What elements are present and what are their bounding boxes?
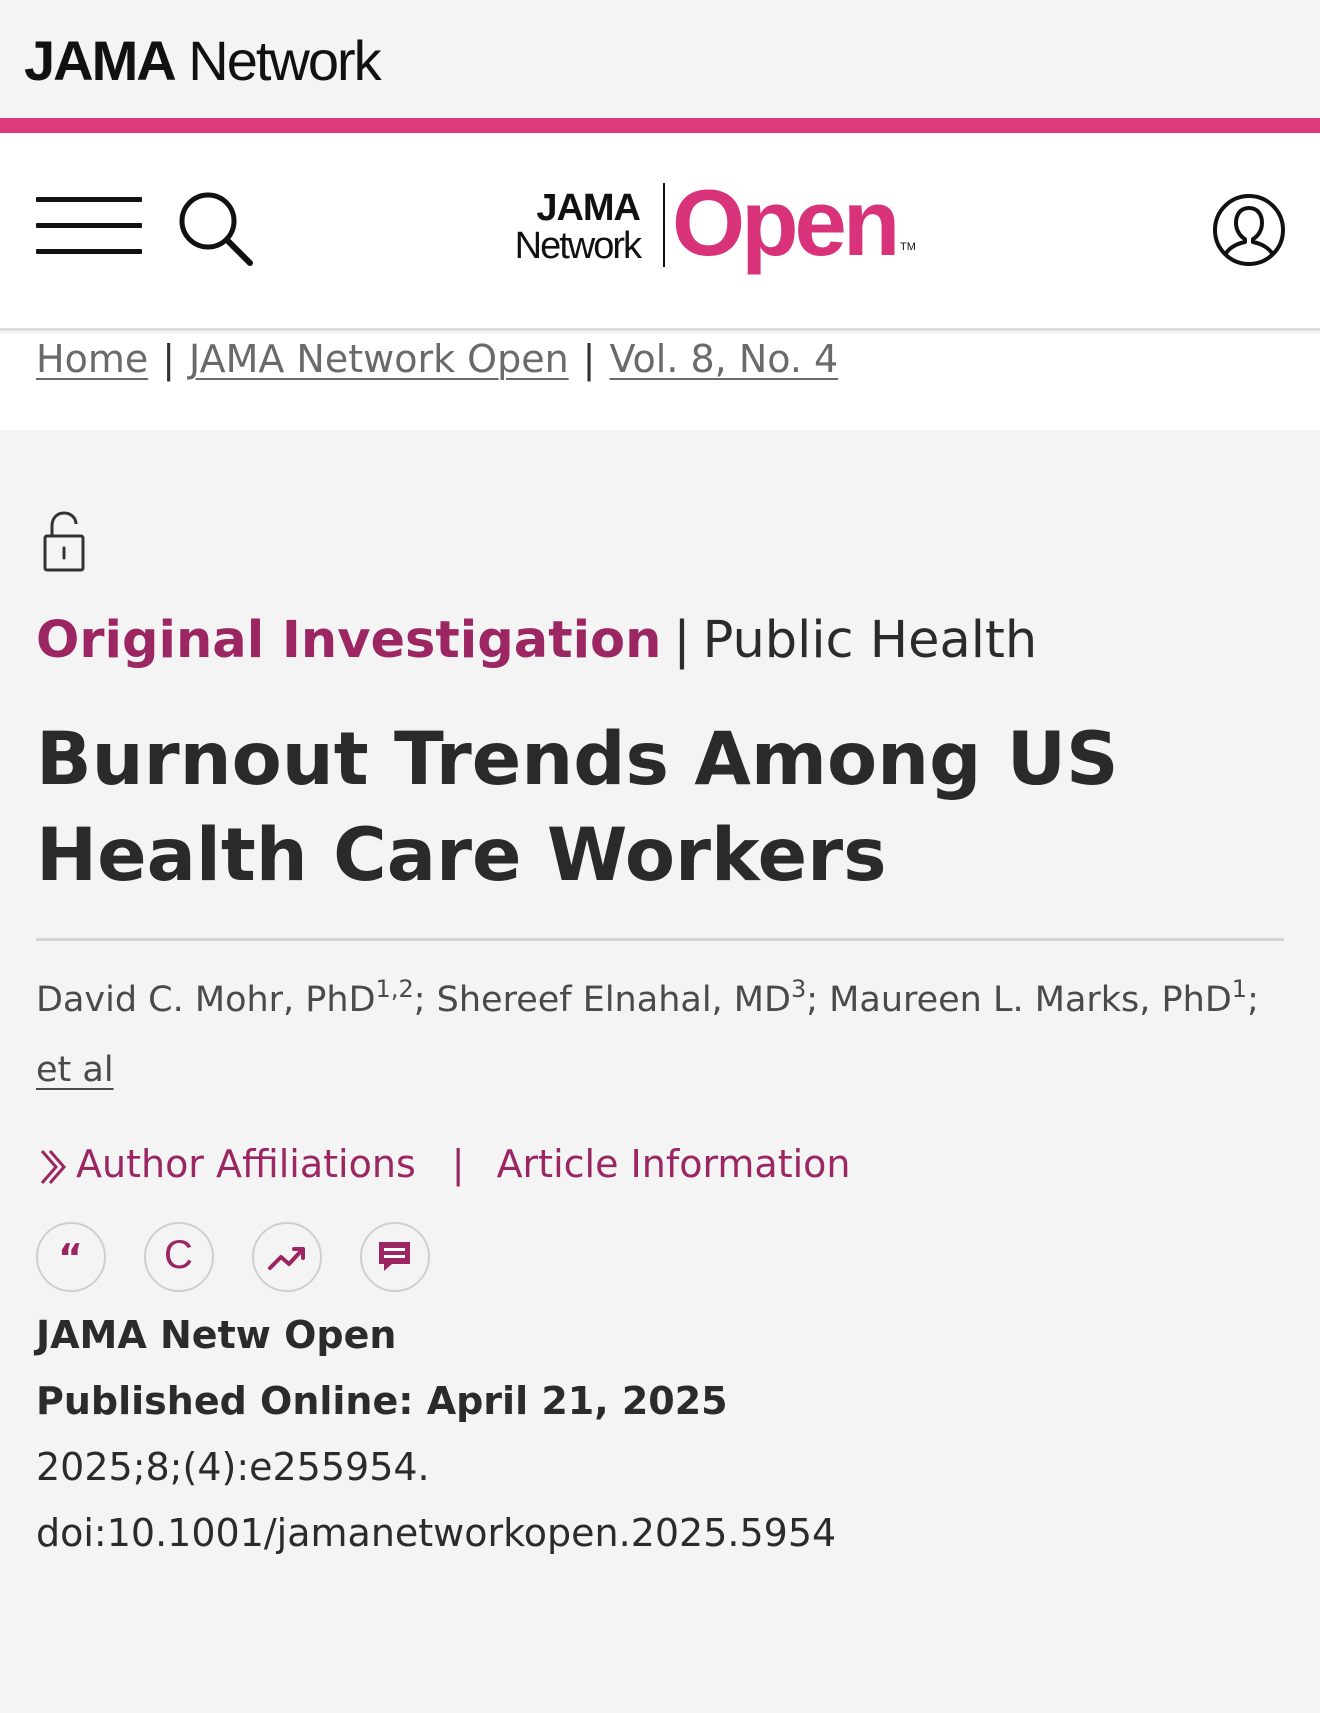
journal-abbrev: JAMA Netw Open (36, 1313, 397, 1357)
category-separator: | (673, 611, 691, 670)
article-information-link[interactable]: Article Information (496, 1142, 851, 1186)
article-subject[interactable]: Public Health (702, 611, 1038, 670)
citation-meta (36, 1302, 836, 1566)
article-title: Burnout Trends Among US Health Care Workers (36, 717, 1119, 898)
article-category (36, 606, 1037, 676)
author-affiliations-label: Author Affiliations (76, 1142, 416, 1186)
search-icon[interactable] (176, 189, 256, 269)
chevron-right-icon (36, 1147, 70, 1187)
breadcrumb-home[interactable]: Home (36, 337, 149, 381)
breadcrumb-separator: | (162, 337, 176, 381)
citation-volume: 2025;8;(4):e255954. (36, 1445, 430, 1489)
author-affiliation: 1,2 (375, 975, 414, 1003)
comment-button[interactable] (360, 1222, 430, 1292)
logo-open-text: Open (672, 170, 897, 275)
article-type[interactable]: Original Investigation (36, 611, 662, 670)
author-affiliations-toggle[interactable] (36, 1142, 416, 1186)
et-al-link[interactable]: et al (36, 1050, 114, 1090)
author-separator: ; (806, 980, 819, 1020)
hamburger-menu-icon[interactable] (36, 197, 142, 257)
published-date: Published Online: April 21, 2025 (36, 1379, 728, 1423)
breadcrumb-issue[interactable]: Vol. 8, No. 4 (609, 337, 839, 381)
comment-icon (362, 1224, 427, 1289)
author-separator: ; (1247, 980, 1259, 1020)
logo-line-2: Network (514, 225, 640, 267)
trending-metrics-icon (254, 1224, 319, 1289)
breadcrumb (36, 334, 838, 384)
author-name[interactable]: David C. Mohr, PhD (36, 980, 376, 1020)
brand-regular-text: Network (188, 29, 380, 92)
author-list (36, 970, 1296, 1030)
doi-text: doi:10.1001/jamanetworkopen.2025.5954 (36, 1511, 837, 1555)
links-separator: | (451, 1142, 465, 1186)
article-links (36, 1134, 851, 1194)
accent-divider (0, 118, 1320, 133)
author-affiliation: 3 (790, 975, 807, 1003)
author-affiliation: 1 (1231, 975, 1248, 1003)
permissions-button[interactable] (144, 1222, 214, 1292)
brand-bold-text: JAMA (24, 29, 175, 92)
jama-network-brand[interactable] (24, 30, 380, 92)
breadcrumb-bar (0, 334, 1320, 430)
title-divider (36, 938, 1284, 941)
logo-jama-network-text (515, 189, 640, 265)
metrics-button[interactable] (252, 1222, 322, 1292)
breadcrumb-separator: | (582, 337, 596, 381)
logo-divider (663, 183, 665, 267)
author-separator: ; (413, 980, 426, 1020)
user-account-icon[interactable] (1212, 193, 1286, 267)
logo-line-1: JAMA (536, 187, 640, 229)
logo-trademark: TM (900, 241, 916, 253)
cite-button[interactable] (36, 1222, 106, 1292)
author-name[interactable]: Shereef Elnahal, MD (436, 980, 791, 1020)
unlocked-padlock-icon (40, 510, 90, 576)
author-name[interactable]: Maureen L. Marks, PhD (829, 980, 1232, 1020)
breadcrumb-journal[interactable]: JAMA Network Open (189, 337, 569, 381)
journal-header (0, 133, 1320, 331)
cite-quote-icon: “ (58, 1236, 83, 1280)
network-topbar (0, 0, 1320, 118)
copyright-icon: C (164, 1233, 193, 1277)
jama-network-open-logo[interactable] (500, 170, 920, 281)
